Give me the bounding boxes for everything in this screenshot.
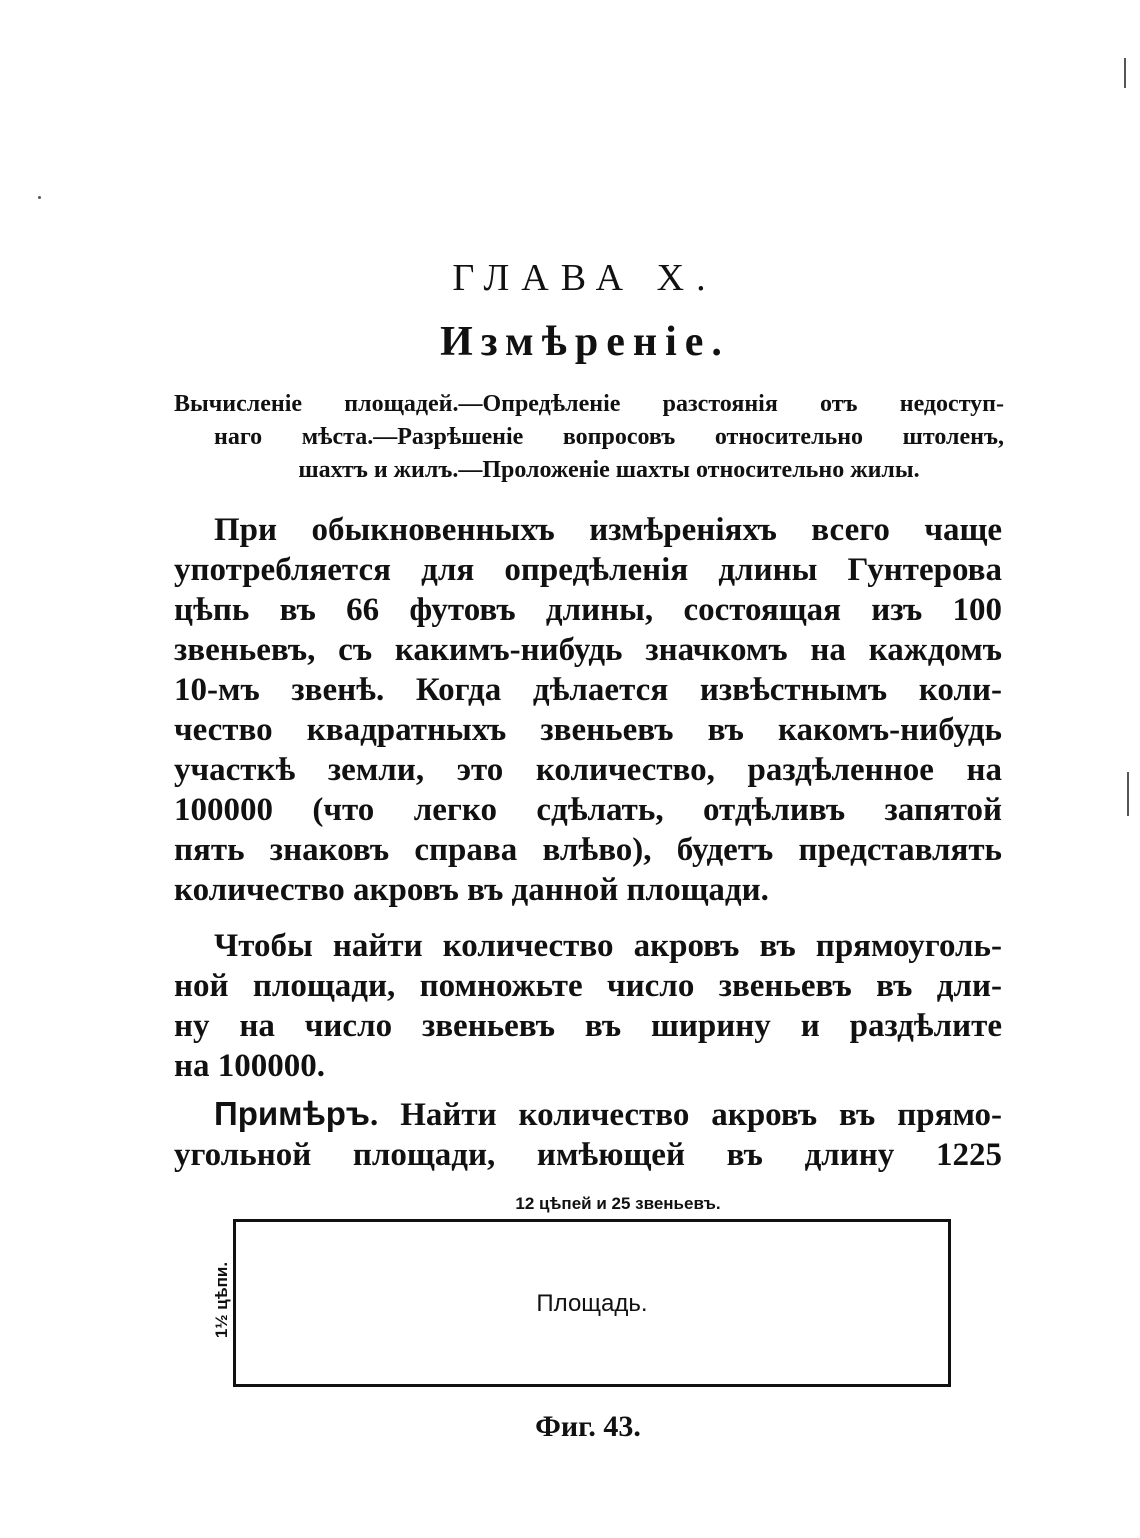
summary-line: наго мѣста.—Разрѣшеніе вопросовъ относительно штоленъ, xyxy=(214,424,1004,450)
figure-caption: Фиг. 43. xyxy=(535,1410,641,1443)
example-text: . Найти количество акровъ въ прямо- xyxy=(369,1097,1002,1133)
chapter-title: Измѣреніе. xyxy=(440,319,730,365)
paragraph-3 xyxy=(174,1094,1002,1175)
text-line: употребляется для опредѣленія длины Гунтерова xyxy=(174,552,1002,588)
scan-mark xyxy=(38,196,41,199)
text-line: количество акровъ въ данной площади. xyxy=(174,872,769,908)
text-line: ной площади, помножьте число звеньевъ въ дли- xyxy=(174,968,1002,1004)
paragraph-2 xyxy=(174,926,1002,1086)
figure-width-label: 1½ цѣпи. xyxy=(212,1261,231,1339)
text-line: цѣпь въ 66 футовъ длины, состоящая изъ 100 xyxy=(174,592,1002,628)
scan-mark xyxy=(1124,58,1126,88)
text-line: ну на число звеньевъ въ ширину и раздѣлите xyxy=(174,1008,1002,1044)
figure-area-label: Площадь. xyxy=(536,1290,648,1317)
example-label: Примѣръ xyxy=(214,1095,370,1132)
text-line: Чтобы найти количество акровъ въ прямоуголь- xyxy=(214,928,1002,964)
chapter-summary xyxy=(174,388,1004,487)
text-line: 100000 (что легко сдѣлать, отдѣливъ запятой xyxy=(174,792,1002,828)
text-line: При обыкновенныхъ измѣреніяхъ всего чаще xyxy=(214,512,1002,548)
paragraph-1 xyxy=(174,510,1002,910)
text-line: пять знаковъ справа влѣво), будетъ представлять xyxy=(174,832,1002,868)
chapter-number: ГЛАВА X. xyxy=(452,257,718,299)
figure-rectangle xyxy=(233,1219,951,1387)
figure-length-label: 12 цѣпей и 25 звеньевъ. xyxy=(515,1194,721,1213)
text-line: участкѣ земли, это количество, раздѣленное на xyxy=(174,752,1002,788)
summary-line: Вычисленіе площадей.—Опредѣленіе разстоянія отъ недоступ- xyxy=(174,391,1004,417)
text-line: угольной площади, имѣющей въ длину 1225 xyxy=(174,1137,1002,1173)
text-line xyxy=(174,1094,1002,1135)
summary-line: шахтъ и жилъ.—Проложеніе шахты относительно жилы. xyxy=(298,457,920,483)
text-line: чество квадратныхъ звеньевъ въ какомъ-нибудь xyxy=(174,712,1002,748)
scan-mark xyxy=(1127,772,1129,816)
text-line: 10-мъ звенѣ. Когда дѣлается извѣстнымъ коли- xyxy=(174,672,1002,708)
text-line: на 100000. xyxy=(174,1048,326,1084)
text-line: звеньевъ, съ какимъ-нибудь значкомъ на каждомъ xyxy=(174,632,1002,668)
